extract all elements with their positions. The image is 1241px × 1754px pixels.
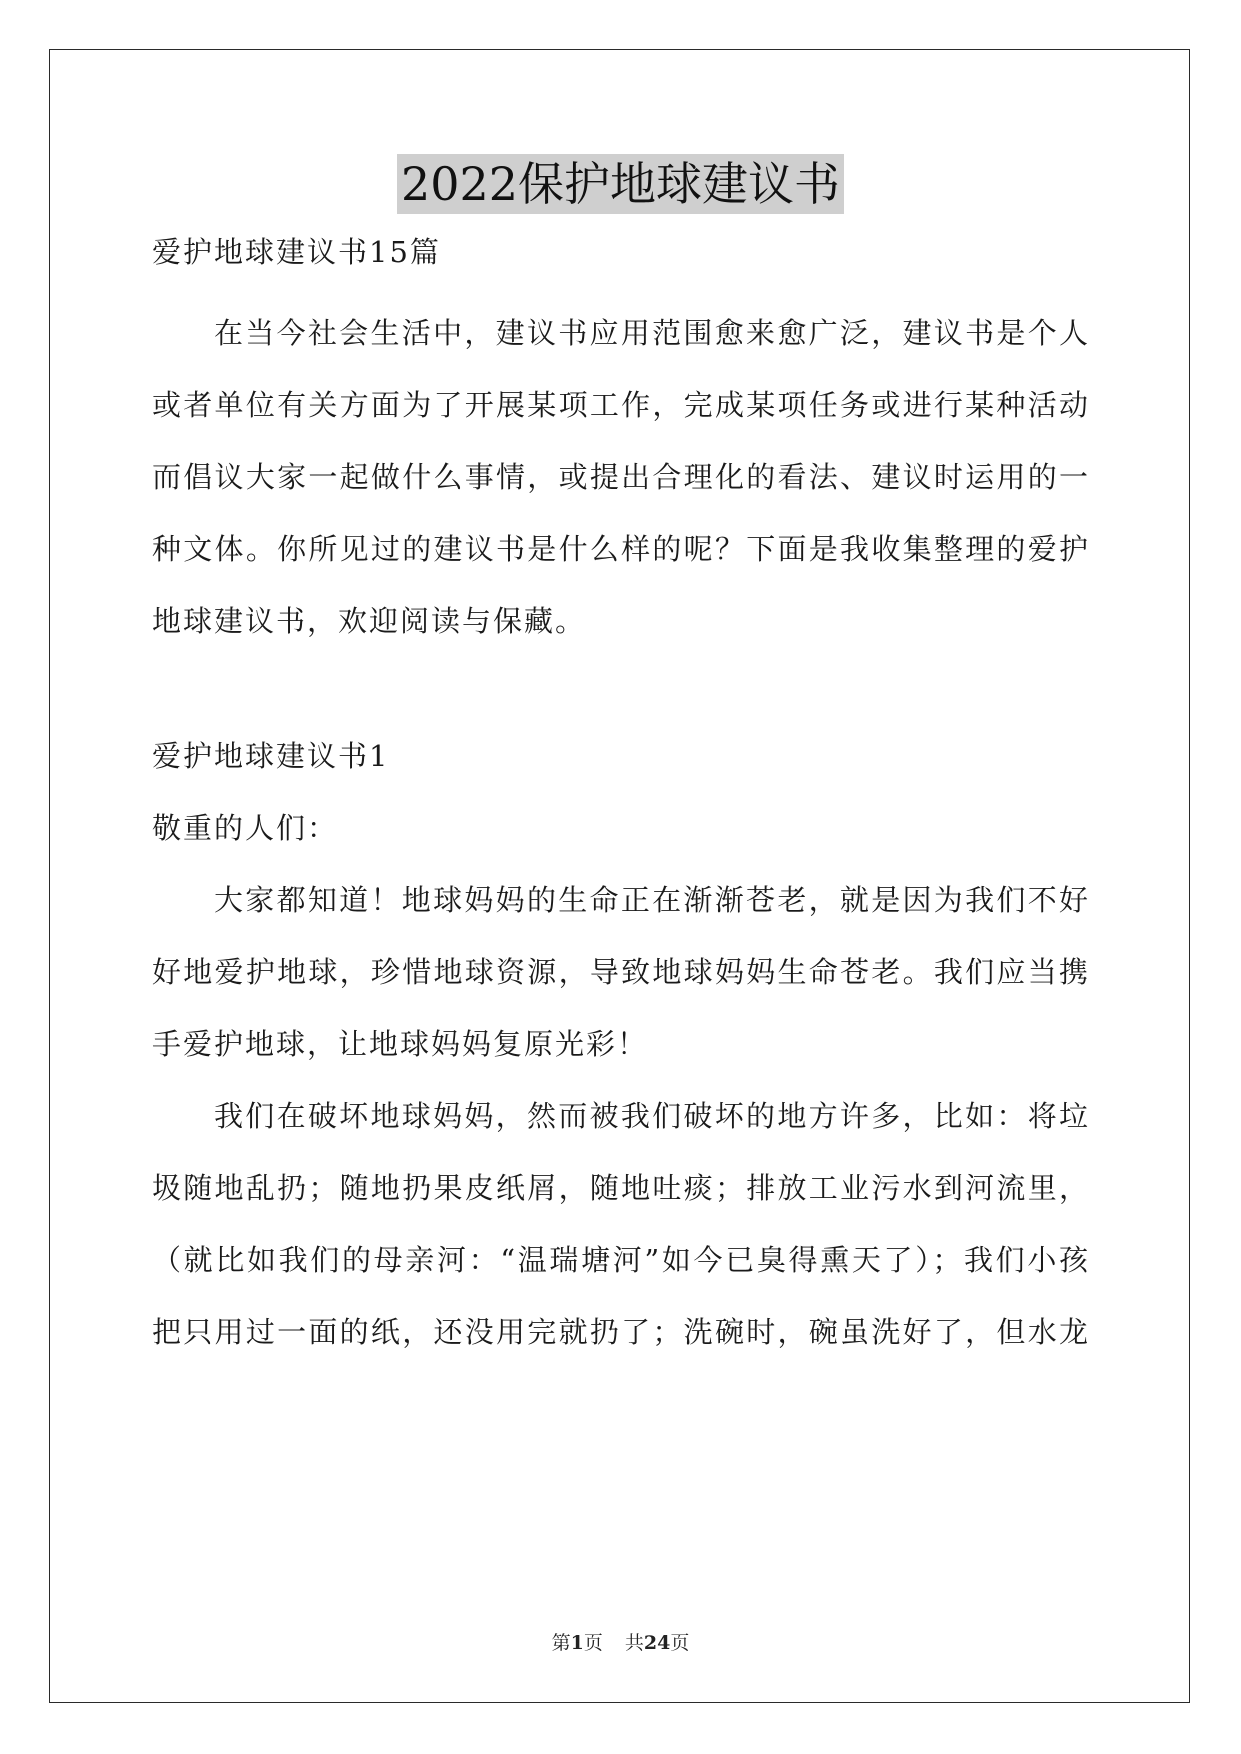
title-wrap — [0, 154, 1241, 214]
salutation: 敬重的人们： — [152, 811, 339, 845]
total-prefix: 共 — [624, 1632, 644, 1654]
intro-line: 或者单位有关方面为了开展某项工作，完成某项任务或进行某种活动 — [152, 388, 1090, 422]
paragraph-line: 手爱护地球，让地球妈妈复原光彩！ — [152, 1027, 649, 1061]
section-heading: 爱护地球建议书1 — [152, 739, 390, 773]
page-border — [49, 49, 1190, 1703]
total-pages: 24 — [643, 1632, 671, 1654]
page-number: 1 — [570, 1632, 584, 1654]
paragraph-line: 把只用过一面的纸，还没用完就扔了；洗碗时，碗虽洗好了，但水龙 — [152, 1315, 1090, 1349]
intro-line: 在当今社会生活中，建议书应用范围愈来愈广泛，建议书是个人 — [214, 316, 1090, 350]
intro-line: 种文体。你所见过的建议书是什么样的呢？下面是我收集整理的爱护 — [152, 532, 1090, 566]
page-prefix: 第 — [551, 1632, 571, 1654]
intro-line: 而倡议大家一起做什么事情，或提出合理化的看法、建议时运用的一 — [152, 460, 1090, 494]
page-footer — [0, 1628, 1241, 1655]
paragraph-line: 圾随地乱扔；随地扔果皮纸屑，随地吐痰；排放工业污水到河流里， — [152, 1171, 1090, 1205]
paragraph-line: 我们在破坏地球妈妈，然而被我们破坏的地方许多，比如：将垃 — [214, 1099, 1090, 1133]
page-suffix: 页 — [583, 1632, 603, 1654]
document-title: 2022保护地球建议书 — [397, 154, 844, 214]
paragraph-line: 大家都知道！地球妈妈的生命正在渐渐苍老，就是因为我们不好 — [214, 883, 1090, 917]
intro-line: 地球建议书，欢迎阅读与保藏。 — [152, 604, 587, 638]
paragraph-line: （就比如我们的母亲河：“温瑞塘河”如今已臭得熏天了）；我们小孩 — [152, 1243, 1090, 1277]
total-suffix: 页 — [670, 1632, 690, 1654]
paragraph-line: 好地爱护地球，珍惜地球资源，导致地球妈妈生命苍老。我们应当携 — [152, 955, 1090, 989]
subtitle: 爱护地球建议书15篇 — [152, 235, 441, 269]
